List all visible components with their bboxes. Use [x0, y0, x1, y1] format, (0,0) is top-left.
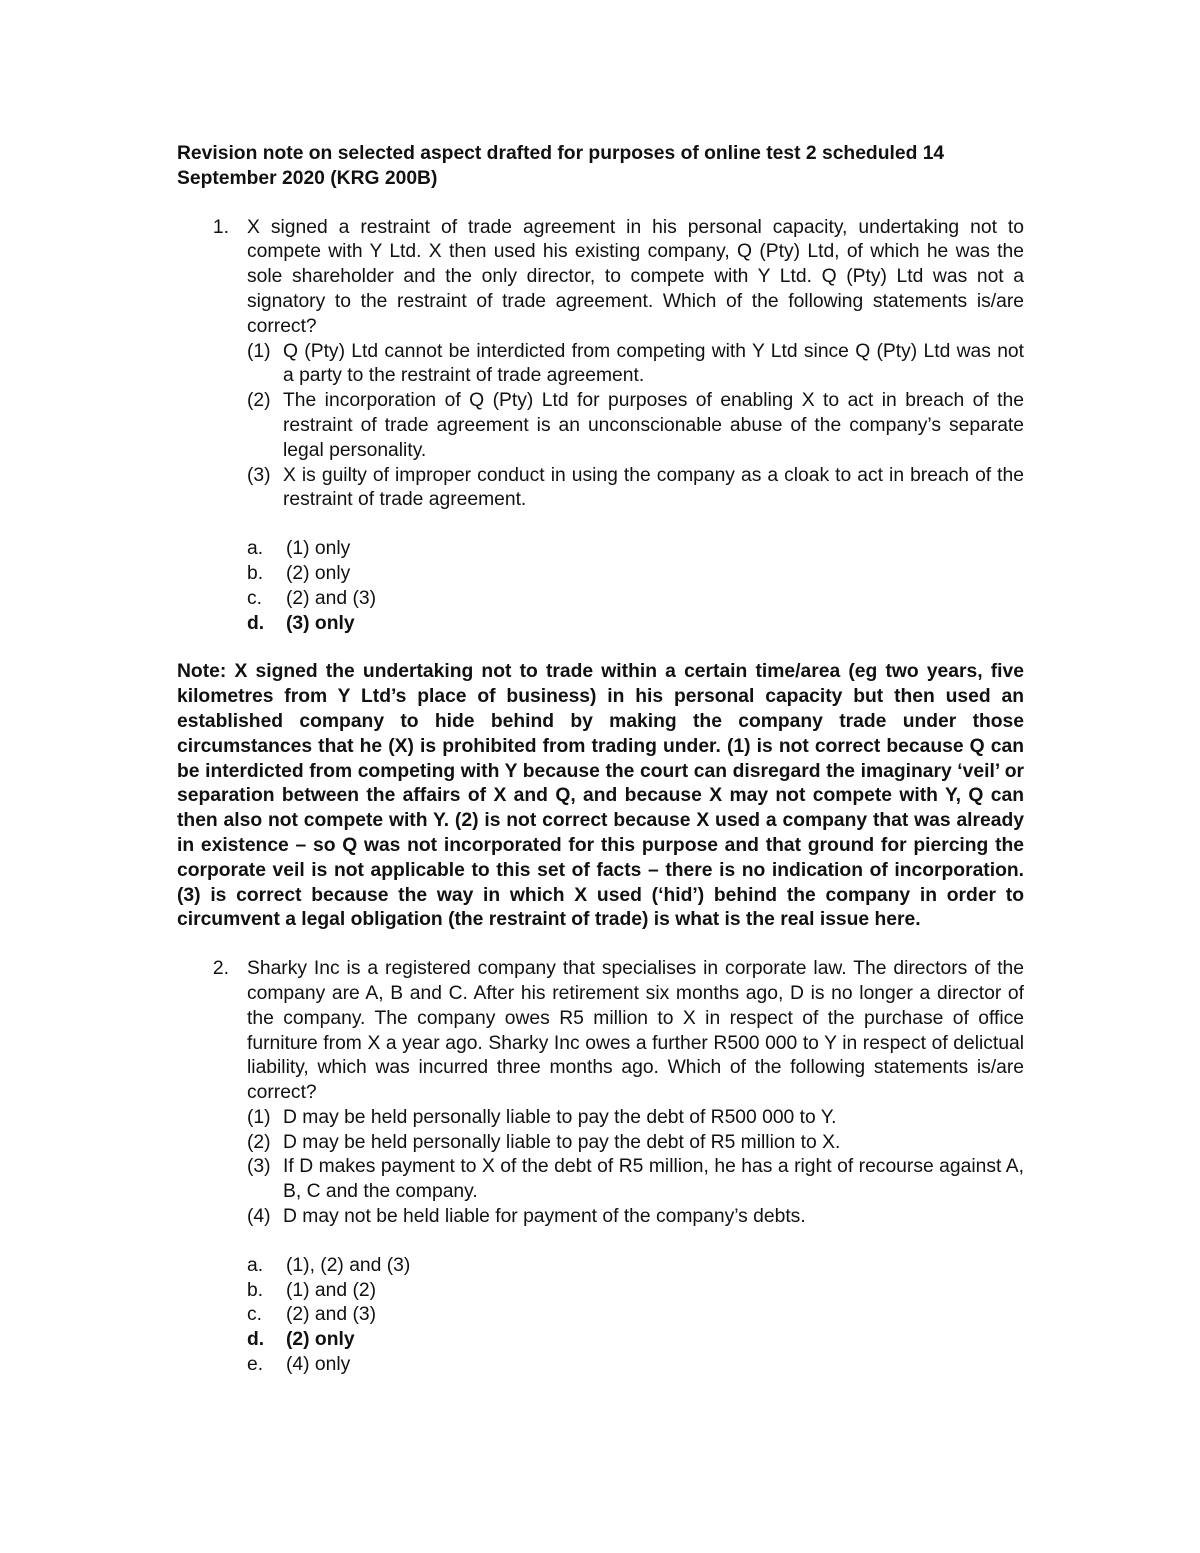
- option-letter: c.: [247, 1304, 262, 1326]
- question-1: [177, 216, 1024, 637]
- option-text: (2) only: [286, 1329, 355, 1351]
- statement-text: D may be held personally liable to pay the debt of R500 000 to Y.: [283, 1106, 837, 1128]
- statement-text: X is guilty of improper conduct in using the company as a cloak to act in breach of the restraint of trade agreement.: [283, 464, 1024, 511]
- statement-text: The incorporation of Q (Pty) Ltd for purposes of enabling X to act in breach of the restraint of trade agreement is an unconscionable abuse of the company’s separate legal personality.: [283, 390, 1024, 461]
- statement-text: Q (Pty) Ltd cannot be interdicted from competing with Y Ltd since Q (Pty) Ltd was not a party to the restraint of trade agreement.: [283, 340, 1024, 387]
- option-letter: d.: [247, 1329, 265, 1351]
- statement: [247, 1131, 1024, 1156]
- option-a: [247, 537, 1024, 562]
- statement-number: (2): [247, 1131, 271, 1153]
- statement-number: (4): [247, 1206, 271, 1228]
- option-c: [247, 1303, 1024, 1328]
- option-text: (2) only: [286, 562, 351, 584]
- option-text: (1) and (2): [286, 1279, 377, 1301]
- option-letter: d.: [247, 612, 265, 634]
- option-letter: a.: [247, 1254, 264, 1276]
- option-b: [247, 562, 1024, 587]
- document-content: [177, 142, 1024, 1378]
- option-list: [247, 1254, 1024, 1378]
- question-2: [177, 957, 1024, 1378]
- option-letter: b.: [247, 1279, 264, 1301]
- option-text: (2) and (3): [286, 587, 377, 609]
- statement-text: D may be held personally liable to pay the debt of R5 million to X.: [283, 1131, 841, 1153]
- option-c: [247, 587, 1024, 612]
- statement: [247, 464, 1024, 514]
- option-e: [247, 1353, 1024, 1378]
- statement: [247, 389, 1024, 463]
- option-list: [247, 537, 1024, 636]
- answer-note: Note: X signed the undertaking not to trade within a certain time/area (eg two years, five kilometres from Y Ltd’s place of business) in his personal capacity but then used an established company to hide behind by making the company trade under those circumstances that he (X) is prohibited from trading under. (1) is not correct because Q can be interdicted from competing with Y because the court can disregard the imaginary ‘veil’ or separation between the affairs of X and Q, and because X may not compete with Y, Q can then also not compete with Y. (2) is not correct because X used a company that was already in existence – so Q was not incorporated for this purpose and that ground for piercing the corporate veil is not applicable to this set of facts – there is no indication of incorporation. (3) is correct because the way in which X used (‘hid’) behind the company in order to circumvent a legal obligation (the restraint of trade) is what is the real issue here.: [177, 661, 1024, 931]
- option-text: (3) only: [286, 612, 355, 634]
- question-body: [247, 957, 1024, 1378]
- option-letter: a.: [247, 538, 264, 560]
- question-body: [247, 216, 1024, 637]
- option-text: (4) only: [286, 1354, 351, 1376]
- option-letter: e.: [247, 1354, 264, 1376]
- question-number: 2.: [212, 958, 229, 980]
- option-letter: b.: [247, 562, 264, 584]
- statement: [247, 1106, 1024, 1131]
- question-text: Sharky Inc is a registered company that specialises in corporate law. The directors of the company are A, B and C. After his retirement six months ago, D is no longer a director of the company. The company owes R5 million to X in respect of the purchase of office furniture from X a year ago. Sharky Inc owes a further R500 000 to Y in respect of delictual liability, which was incurred three months ago. Which of the following statements is/are correct?: [247, 958, 1024, 1104]
- statement-list: [247, 340, 1024, 514]
- statement-number: (3): [247, 464, 271, 486]
- statement-list: [247, 1106, 1024, 1230]
- statement-number: (3): [247, 1156, 271, 1178]
- option-text: (1), (2) and (3): [286, 1254, 411, 1276]
- statement-text: D may not be held liable for payment of the company’s debts.: [283, 1206, 806, 1228]
- statement-number: (1): [247, 340, 271, 362]
- option-text: (2) and (3): [286, 1304, 377, 1326]
- statement-text: If D makes payment to X of the debt of R5 million, he has a right of recourse against A, B, C and the company.: [283, 1156, 1024, 1203]
- statement: [247, 340, 1024, 390]
- statement: [247, 1155, 1024, 1205]
- option-a: [247, 1254, 1024, 1279]
- statement-number: (1): [247, 1106, 271, 1128]
- option-d-correct: [247, 1328, 1024, 1353]
- option-b: [247, 1279, 1024, 1304]
- option-letter: c.: [247, 587, 262, 609]
- statement: [247, 1205, 1024, 1230]
- statement-number: (2): [247, 390, 271, 412]
- option-text: (1) only: [286, 538, 351, 560]
- document-title: Revision note on selected aspect drafted for purposes of online test 2 scheduled 14 September 2020 (KRG 200B): [177, 143, 945, 189]
- question-text: X signed a restraint of trade agreement in his personal capacity, undertaking not to compete with Y Ltd. X then used his existing company, Q (Pty) Ltd, of which he was the sole shareholder and the only director, to compete with Y Ltd. Q (Pty) Ltd was not a signatory to the restraint of trade agreement. Which of the following statements is/are correct?: [247, 216, 1024, 337]
- question-number: 1.: [212, 216, 229, 238]
- option-d-correct: [247, 612, 1024, 637]
